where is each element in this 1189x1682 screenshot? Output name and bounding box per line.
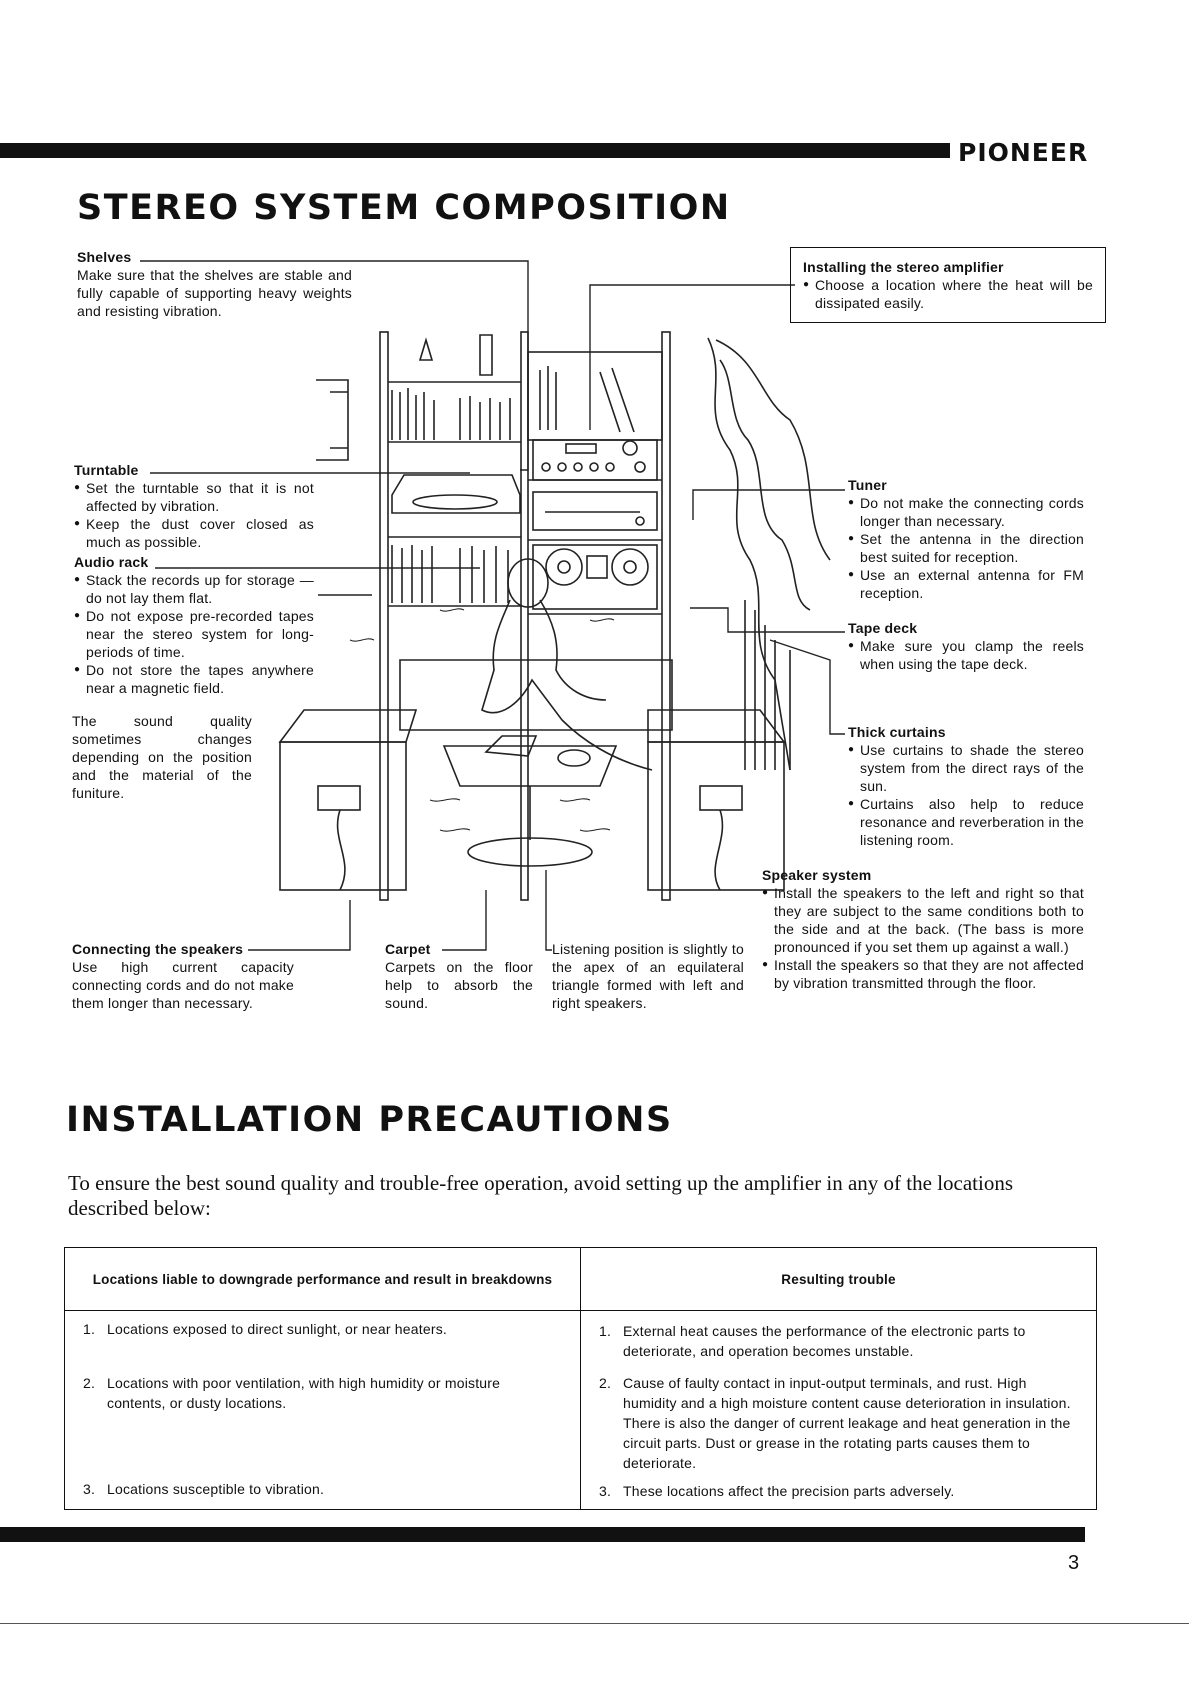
page-number: 3 <box>1068 1552 1080 1574</box>
location-item <box>83 1319 562 1339</box>
speaker-system-bullet: ● Install the speakers so that they are not affected by vibration transmitted through the floor. <box>762 956 1084 992</box>
tuner-bullet: ● Do not make the connecting cords longer than necessary. <box>848 494 1084 530</box>
speaker-system-title: Speaker system <box>762 867 872 883</box>
tape-deck-title: Tape deck <box>848 620 918 636</box>
curtains-title: Thick curtains <box>848 724 946 740</box>
item-number: 3. <box>83 1481 96 1497</box>
carpet-text: Carpets on the floor help to absorb the sound. <box>385 959 533 1011</box>
connecting-speakers-note <box>72 940 294 1012</box>
audio-rack-bullet: ● Stack the records up for storage — do not lay them flat. <box>74 571 314 607</box>
trouble-text: External heat causes the performance of the electronic parts to deteriorate, and operation becomes unstable. <box>623 1323 1026 1359</box>
trouble-item <box>599 1481 1078 1501</box>
location-item <box>83 1479 562 1499</box>
tuner-note <box>848 476 1084 602</box>
location-item <box>83 1373 562 1413</box>
listening-position-note: Listening position is slightly to the apex of an equilateral triangle formed with left and right speakers. <box>552 941 744 1011</box>
footer-line <box>0 1623 1189 1624</box>
location-text: Locations exposed to direct sunlight, or near heaters. <box>107 1321 447 1337</box>
curtains-note <box>848 723 1084 849</box>
curtains-bullet: ● Curtains also help to reduce resonance and reverberation in the listening room. <box>848 795 1084 849</box>
trouble-item <box>599 1321 1078 1361</box>
turntable-note <box>74 461 314 697</box>
location-text: Locations susceptible to vibration. <box>107 1481 325 1497</box>
tape-deck-note <box>848 619 1084 673</box>
location-text: Locations with poor ventilation, with high humidity or moisture contents, or dusty locations. <box>107 1375 501 1411</box>
curtain-drawing <box>708 338 830 770</box>
trouble-item <box>599 1373 1078 1473</box>
item-number: 2. <box>83 1375 96 1391</box>
trouble-text: These locations affect the precision parts adversely. <box>623 1483 955 1499</box>
speakers-drawing <box>280 710 784 890</box>
table-row <box>65 1475 1097 1510</box>
turntable-bullet: ● Keep the dust cover closed as much as possible. <box>74 515 314 551</box>
table-row <box>65 1311 1097 1368</box>
tuner-bullet: ● Set the antenna in the direction best suited for reception. <box>848 530 1084 566</box>
turntable-title: Turntable <box>74 462 139 478</box>
curtains-bullet: ● Use curtains to shade the stereo system from the direct rays of the sun. <box>848 741 1084 795</box>
speaker-system-note <box>762 866 1084 992</box>
precautions-title: INSTALLATION PRECAUTIONS <box>66 1100 673 1140</box>
shelves-title: Shelves <box>77 249 132 265</box>
carpet-note <box>385 940 533 1012</box>
tuner-title: Tuner <box>848 477 887 493</box>
amplifier-note <box>790 247 1106 323</box>
turntable-bullet: ● Set the turntable so that it is not affected by vibration. <box>74 479 314 515</box>
composition-title: STEREO SYSTEM COMPOSITION <box>77 188 731 228</box>
wall-panel-drawing <box>316 380 348 460</box>
pioneer-logo: PIONEER <box>958 138 1089 167</box>
item-number: 2. <box>599 1375 612 1391</box>
connecting-speakers-text: Use high current capacity connecting cords and do not make them longer than necessary. <box>72 959 294 1011</box>
item-number: 3. <box>599 1483 612 1499</box>
trouble-text: Cause of faulty contact in input-output terminals, and rust. High humidity and a high moisture content cause deterioration in insulation. There is also the danger of current leakage and heat generation in the circuit parts. Dust or grease in the rotating parts causes them to deteriorate. <box>623 1375 1071 1471</box>
table-row <box>65 1367 1097 1475</box>
audio-rack-title: Audio rack <box>74 554 149 570</box>
sound-quality-note: The sound quality sometimes changes depending on the position and the material of the funiture. <box>72 713 252 801</box>
bottom-rule <box>0 1527 1085 1542</box>
item-number: 1. <box>83 1321 96 1337</box>
connecting-speakers-title: Connecting the speakers <box>72 941 244 957</box>
shelves-note <box>77 248 352 320</box>
amplifier-bullet: ● Choose a location where the heat will be dissipated easily. <box>803 276 1093 312</box>
precautions-table <box>64 1247 1097 1510</box>
tape-deck-bullet: ● Make sure you clamp the reels when using the tape deck. <box>848 637 1084 673</box>
carpet-title: Carpet <box>385 941 431 957</box>
carpet-texture <box>350 609 614 831</box>
audio-rack-bullet: ● Do not expose pre-recorded tapes near the stereo system for long-periods of time. <box>74 607 314 661</box>
tuner-bullet: ● Use an external antenna for FM reception. <box>848 566 1084 602</box>
amplifier-title: Installing the stereo amplifier <box>803 259 1004 275</box>
item-number: 1. <box>599 1323 612 1339</box>
column-header-locations: Locations liable to downgrade performance and result in breakdowns <box>65 1248 581 1311</box>
precautions-intro: To ensure the best sound quality and trouble-free operation, avoid setting up the amplifier in any of the locations described below: <box>68 1171 1014 1220</box>
audio-rack-drawing <box>380 332 670 900</box>
audio-rack-bullet: ● Do not store the tapes anywhere near a magnetic field. <box>74 661 314 697</box>
speaker-system-bullet: ● Install the speakers to the left and right so that they are subject to the same conditions both to the side and at the back. (The bass is more pronounced if you set them up against a wall.) <box>762 884 1084 956</box>
column-header-trouble: Resulting trouble <box>581 1248 1097 1311</box>
shelves-text: Make sure that the shelves are stable and fully capable of supporting heavy weights and resisting vibration. <box>77 267 352 319</box>
